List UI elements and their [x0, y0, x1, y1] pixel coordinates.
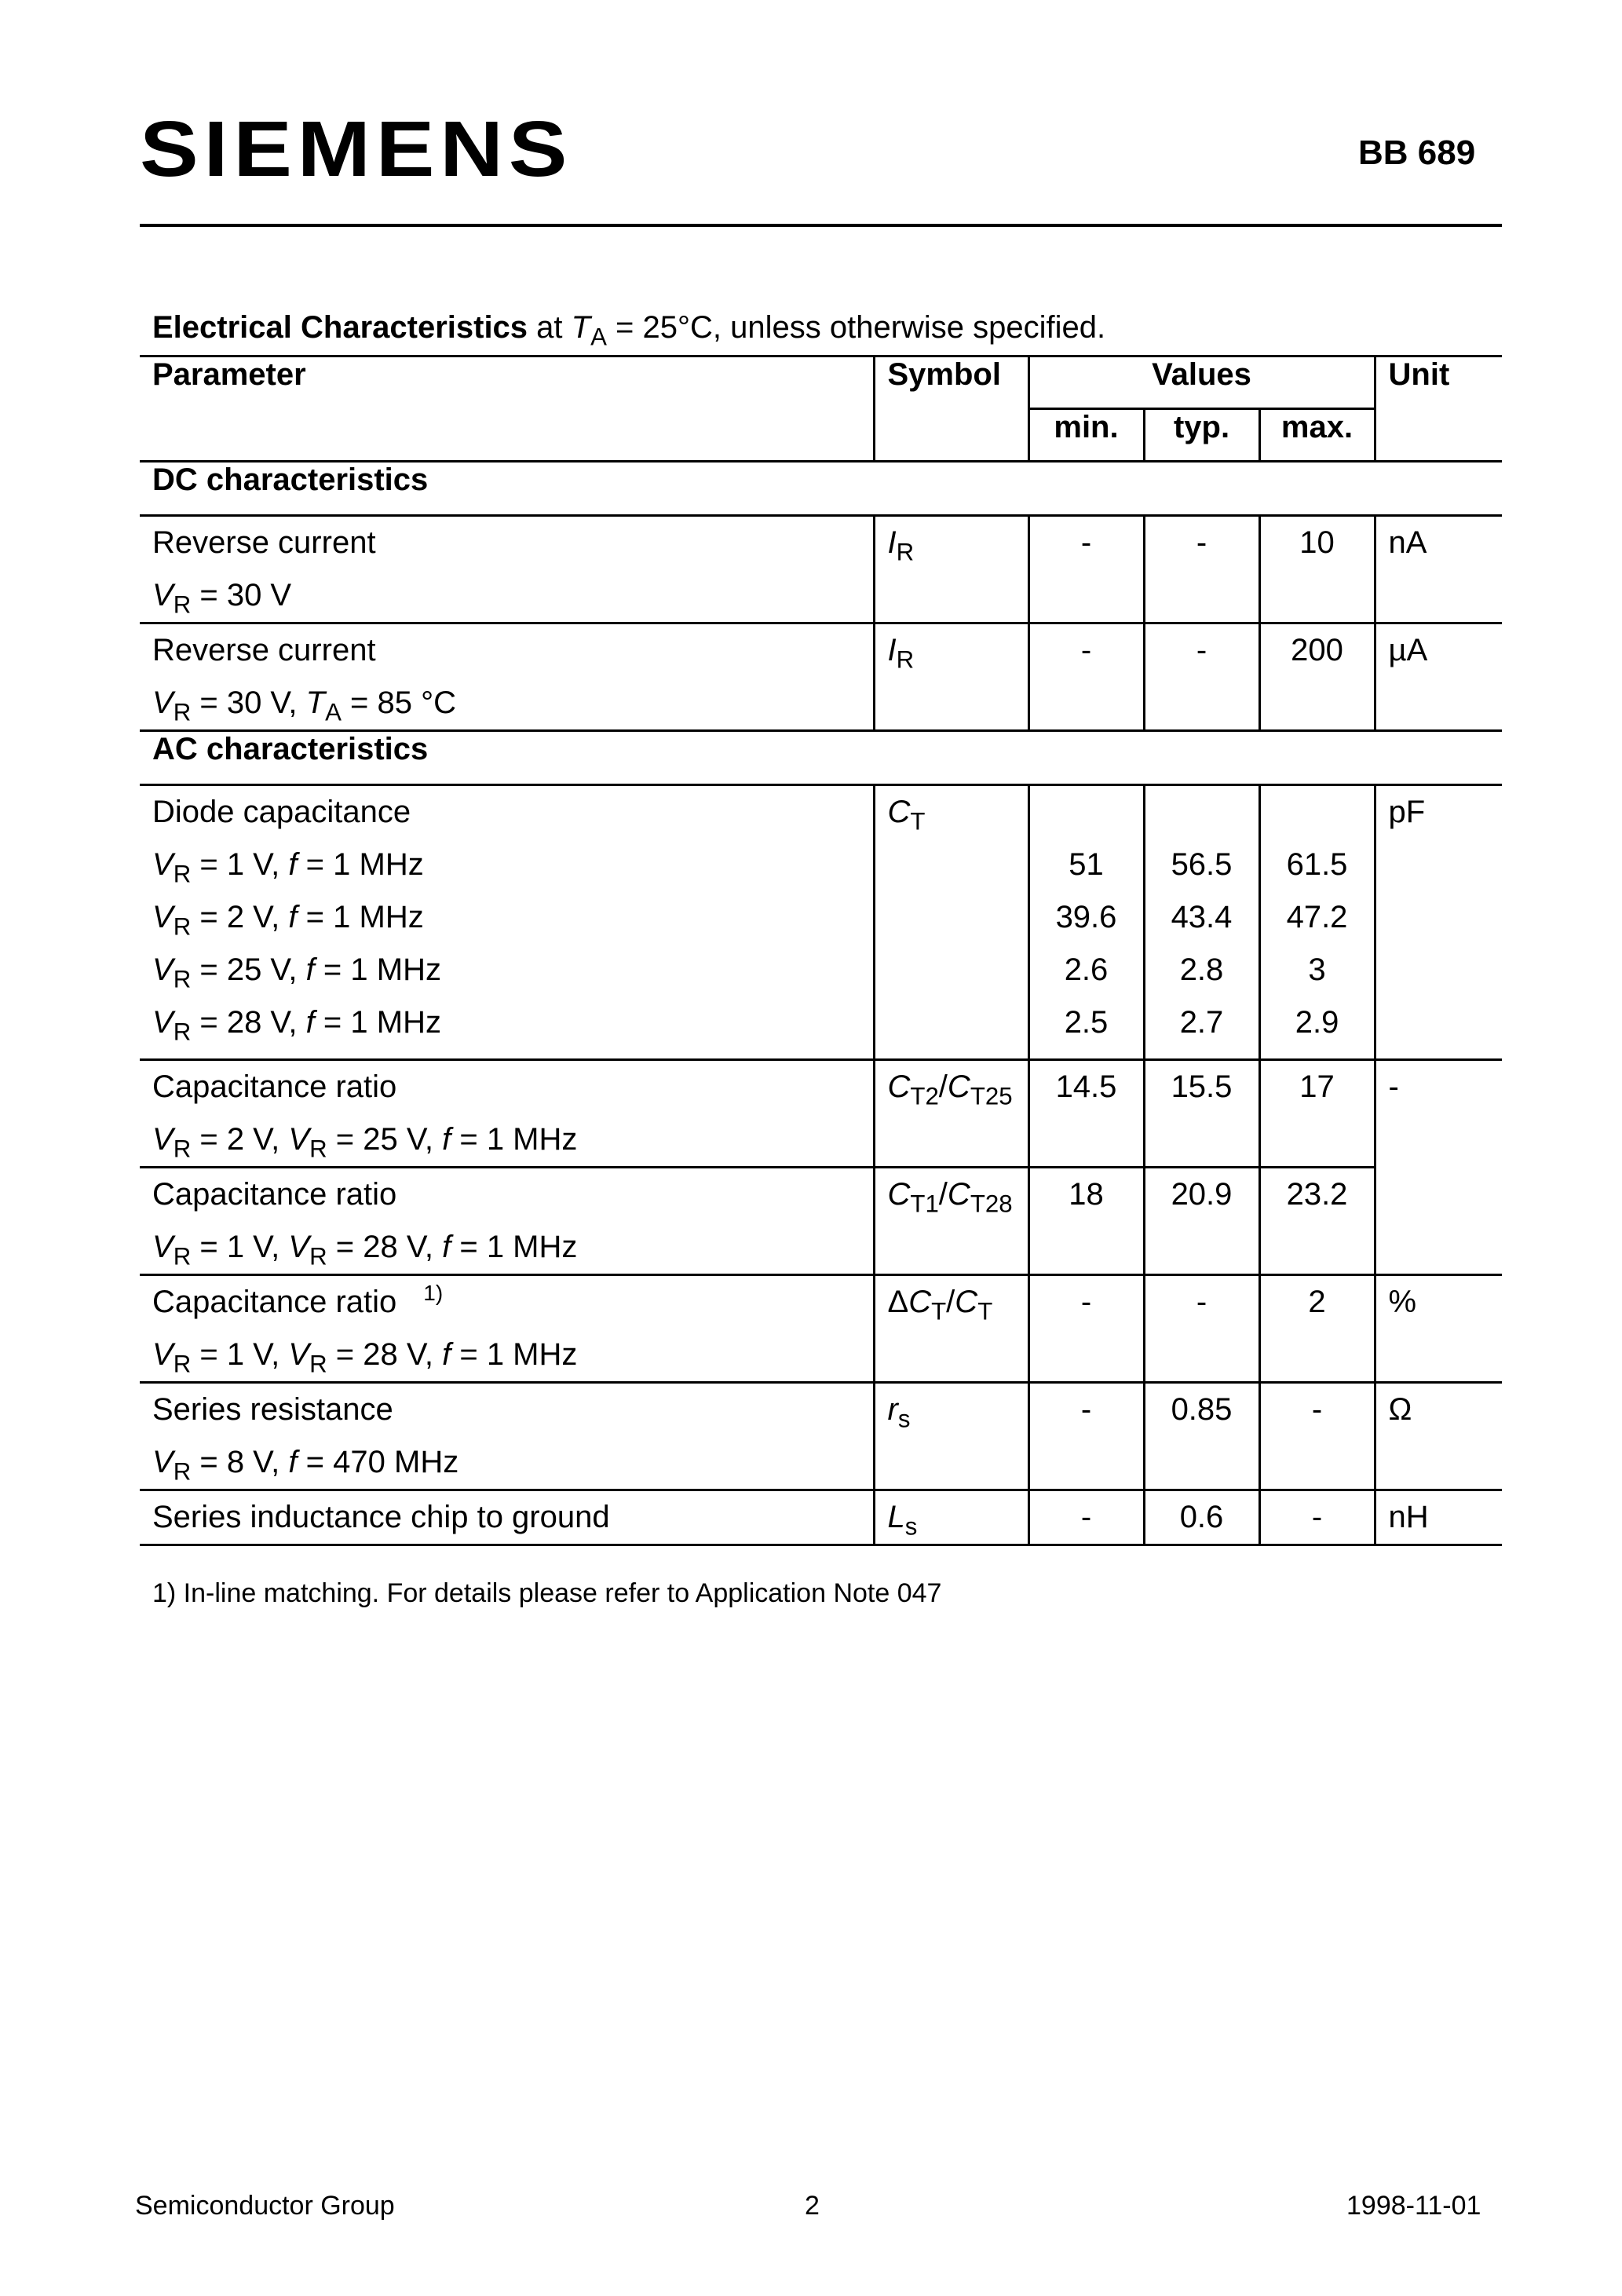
unit: -: [1375, 1060, 1502, 1275]
param-series-inductance: Series inductance chip to ground: [152, 1500, 610, 1534]
value-max: 61.5 47.2 3 2.9: [1259, 785, 1375, 1060]
value-max: -: [1259, 1383, 1375, 1490]
value-min: -: [1028, 1383, 1144, 1490]
symbol-delta-ct: $\Delta C_T/C_T$: [874, 1275, 1028, 1383]
section-ac: [140, 731, 1502, 785]
value-max: 200: [1259, 623, 1375, 731]
param-diode-capacitance: Diode capacitance $V_R = 1$ V, f = 1 MHz $V_R = 2$ V, f = 1 MHz $V_R = 25$ V, f = 1 MHz $V_R = 28$ V, f = 1 MHz: [152, 795, 441, 1046]
unit: nA: [1375, 516, 1502, 623]
symbol-ct2-ct25: $C_{T2}/C_{T25}$: [874, 1060, 1028, 1168]
header-min: min.: [1028, 409, 1144, 462]
value-min: 14.5: [1028, 1060, 1144, 1168]
param-capacitance-ratio-2: Capacitance ratio $V_R = 1$ V, $V_R = 28$ V, f = 1 MHz: [152, 1177, 578, 1270]
header-typ: typ.: [1144, 409, 1259, 462]
symbol-ct: $C_T$: [874, 785, 1028, 1060]
value-min: -: [1028, 1490, 1144, 1545]
value-typ: -: [1144, 1275, 1259, 1383]
value-typ: 20.9: [1144, 1168, 1259, 1275]
value-typ: 15.5: [1144, 1060, 1259, 1168]
unit: Ω: [1375, 1383, 1502, 1490]
value-max: 17: [1259, 1060, 1375, 1168]
unit: %: [1375, 1275, 1502, 1383]
footer-left: Semiconductor Group: [135, 2191, 395, 2221]
header-symbol: Symbol: [874, 356, 1028, 462]
value-max: 2: [1259, 1275, 1375, 1383]
value-min: -: [1028, 623, 1144, 731]
value-max: 10: [1259, 516, 1375, 623]
electrical-characteristics-table: [140, 355, 1502, 1546]
siemens-logo: SIEMENS: [140, 105, 573, 193]
section-dc-title: DC characteristics: [152, 462, 429, 497]
param-capacitance-ratio-1: Capacitance ratio $V_R = 2$ V, $V_R = 25$ V, f = 1 MHz: [152, 1069, 578, 1163]
value-min: 18: [1028, 1168, 1144, 1275]
value-min: -: [1028, 1275, 1144, 1383]
header-unit: Unit: [1375, 356, 1502, 462]
section-ac-title: AC characteristics: [152, 732, 429, 766]
footer-date: 1998-11-01: [1346, 2191, 1481, 2221]
value-typ: 0.6: [1144, 1490, 1259, 1545]
table-row: [140, 1383, 1502, 1490]
unit: µA: [1375, 623, 1502, 731]
table-row: [140, 1490, 1502, 1545]
value-min: -: [1028, 516, 1144, 623]
footnote: 1) In-line matching. For details please refer to Application Note 047: [152, 1578, 942, 1608]
value-max: -: [1259, 1490, 1375, 1545]
header-row: [140, 356, 1502, 409]
value-max: 23.2: [1259, 1168, 1375, 1275]
symbol-ct1-ct28: $C_{T1}/C_{T28}$: [874, 1168, 1028, 1275]
table-row: [140, 516, 1502, 623]
header-max: max.: [1259, 409, 1375, 462]
header-parameter: Parameter: [152, 357, 306, 392]
section-dc: [140, 462, 1502, 516]
symbol-ls: $L_s$: [874, 1490, 1028, 1545]
table-row: [140, 1060, 1502, 1168]
table-caption: Electrical Characteristics at $T_A = 25^\circ C$, unless otherwise specified.: [152, 310, 1106, 351]
header-rule: [140, 224, 1502, 227]
header-values: Values: [1028, 356, 1375, 409]
table-row: [140, 785, 1502, 1060]
caption-title: Electrical Characteristics: [152, 310, 528, 345]
value-typ: 56.5 43.4 2.8 2.7: [1144, 785, 1259, 1060]
symbol-ir: $I_R$: [874, 516, 1028, 623]
table-row: [140, 623, 1502, 731]
table-row: [140, 1168, 1502, 1275]
param-series-resistance: Series resistance $V_R = 8$ V, f = 470 MHz: [152, 1392, 459, 1486]
symbol-ir: $I_R$: [874, 623, 1028, 731]
param-reverse-current-2: Reverse current $V_R = 30$ V, $T_A = 85$ °C: [152, 633, 457, 726]
symbol-rs: $r_s$: [874, 1383, 1028, 1490]
value-typ: -: [1144, 516, 1259, 623]
value-typ: 0.85: [1144, 1383, 1259, 1490]
page-number: 2: [805, 2191, 820, 2221]
value-min: 51 39.6 2.6 2.5: [1028, 785, 1144, 1060]
param-reverse-current-1: Reverse current $V_R = 30$ V: [152, 525, 376, 619]
table-row: [140, 1275, 1502, 1383]
unit: pF: [1375, 785, 1502, 1060]
param-capacitance-ratio-3: Capacitance ratio $^{1)}$ $V_R = 1$ V, $V_R = 28$ V, f = 1 MHz: [152, 1280, 578, 1378]
part-number: BB 689: [1358, 133, 1476, 172]
value-typ: -: [1144, 623, 1259, 731]
unit: nH: [1375, 1490, 1502, 1545]
footnote-ref: 1): [423, 1280, 444, 1305]
